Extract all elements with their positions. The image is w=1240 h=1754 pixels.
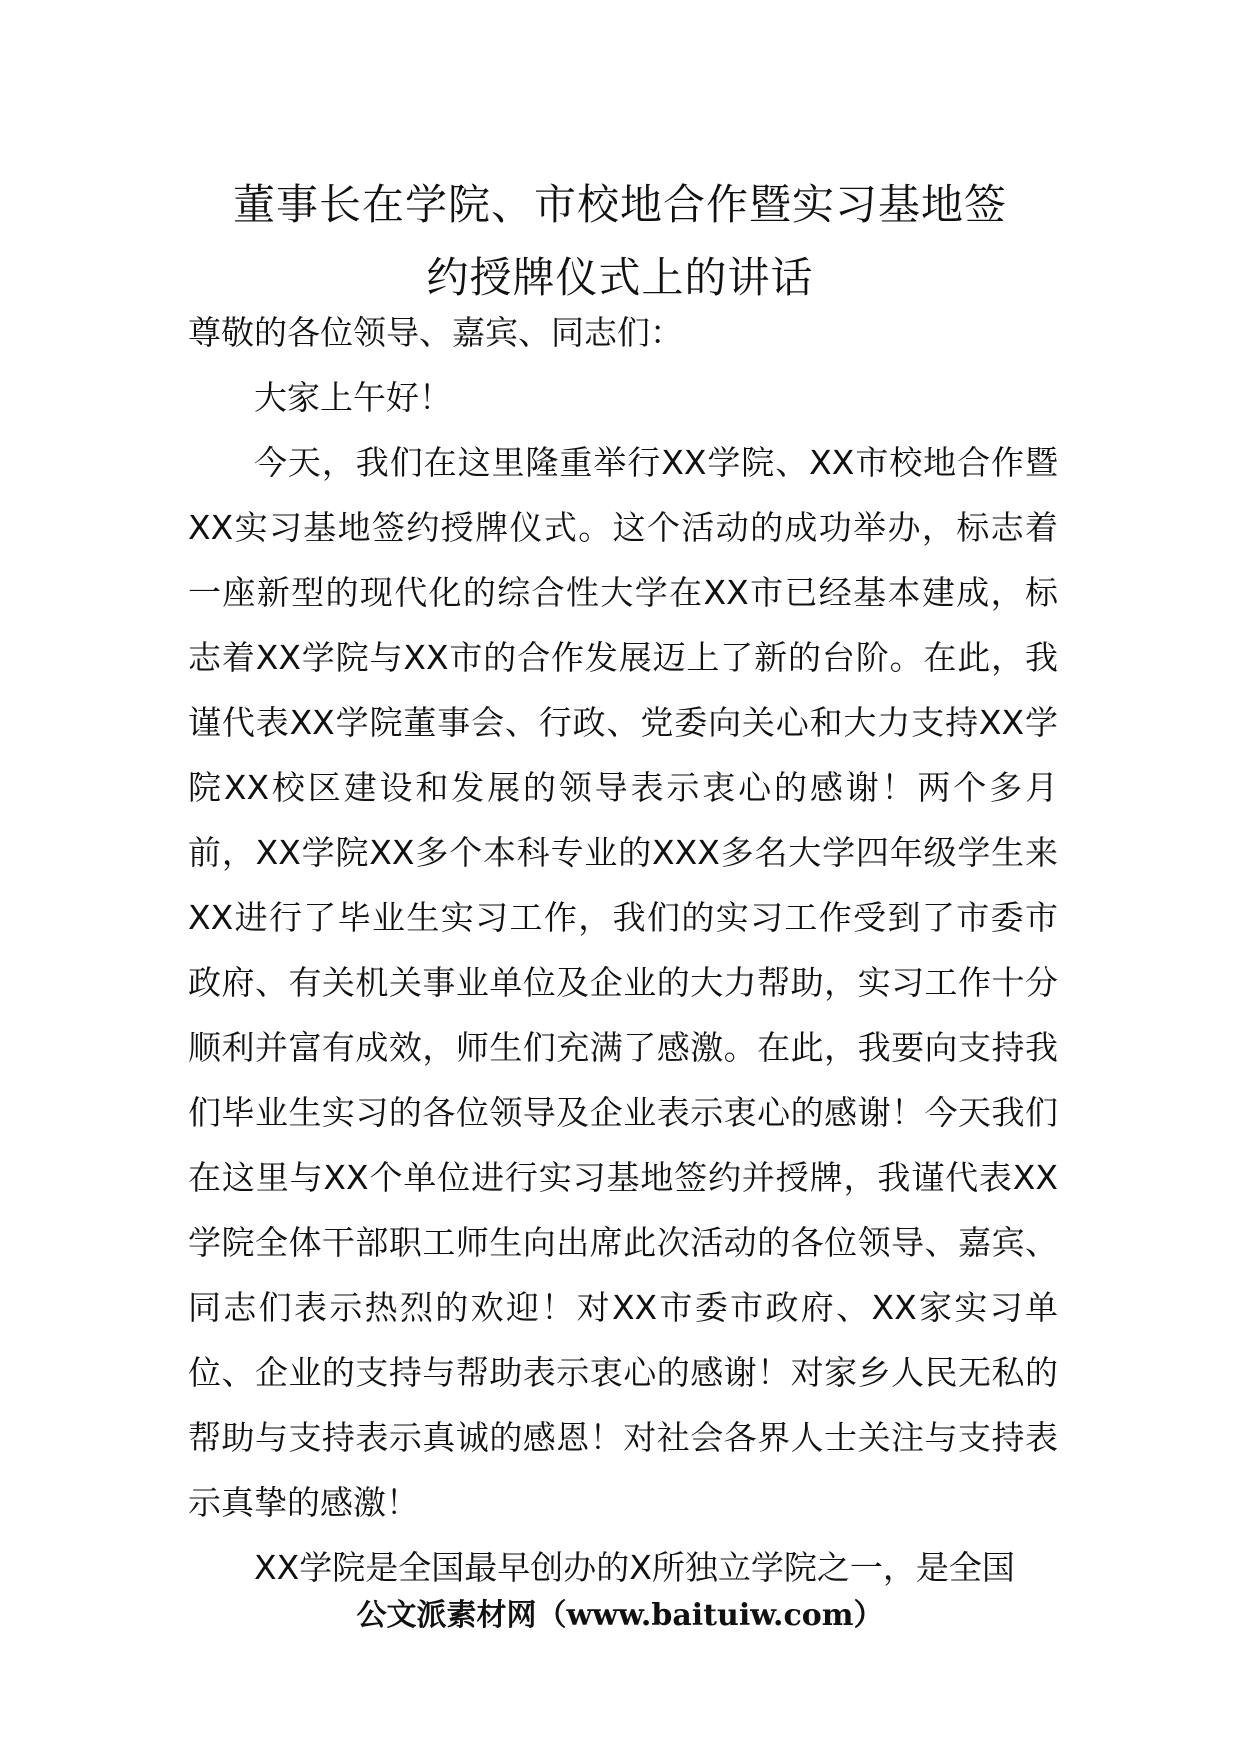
salutation: 尊敬的各位领导、嘉宾、同志们： — [188, 313, 683, 352]
footer-watermark: 公文派素材网（www.baituiw.com） — [356, 1598, 884, 1633]
document-body — [188, 300, 1058, 1600]
paragraph-college-intro: XX学院是全国最早创办的X所独立学院之一，是全国 — [254, 1548, 1015, 1587]
title-line-2: 约授牌仪式上的讲话 — [426, 253, 814, 302]
document-title — [150, 168, 1090, 314]
paragraph-main: 今天，我们在这里隆重举行XX学院、XX市校地合作暨XX实习基地签约授牌仪式。这个活动的成功举办，标志着一座新型的现代化的综合性大学在XX市已经基本建成，标志着XX学院与XX市的合作发展迈上了新的台阶。在此，我谨代表XX学院董事会、行政、党委向关心和大力支持XX学院XX校区建设和发展的领导表示衷心的感谢！两个多月前，XX学院XX多个本科专业的XXX多名大学四年级学生来XX进行了毕业生实习工作，我们的实习工作受到了市委市政府、有关机关事业单位及企业的大力帮助，实习工作十分顺利并富有成效，师生们充满了感激。在此，我要向支持我们毕业生实习的各位领导及企业表示衷心的感谢！今天我们在这里与XX个单位进行实习基地签约并授牌，我谨代表XX学院全体干部职工师生向出席此次活动的各位领导、嘉宾、同志们表示热烈的欢迎！对XX市委市政府、XX家实习单位、企业的支持与帮助表示衷心的感谢！对家乡人民无私的帮助与支持表示真诚的感恩！对社会各界人士关注与支持表示真挚的感激！ — [188, 443, 1058, 1522]
paragraph-greeting: 大家上午好！ — [254, 378, 452, 417]
title-line-1: 董事长在学院、市校地合作暨实习基地签 — [232, 180, 1007, 229]
